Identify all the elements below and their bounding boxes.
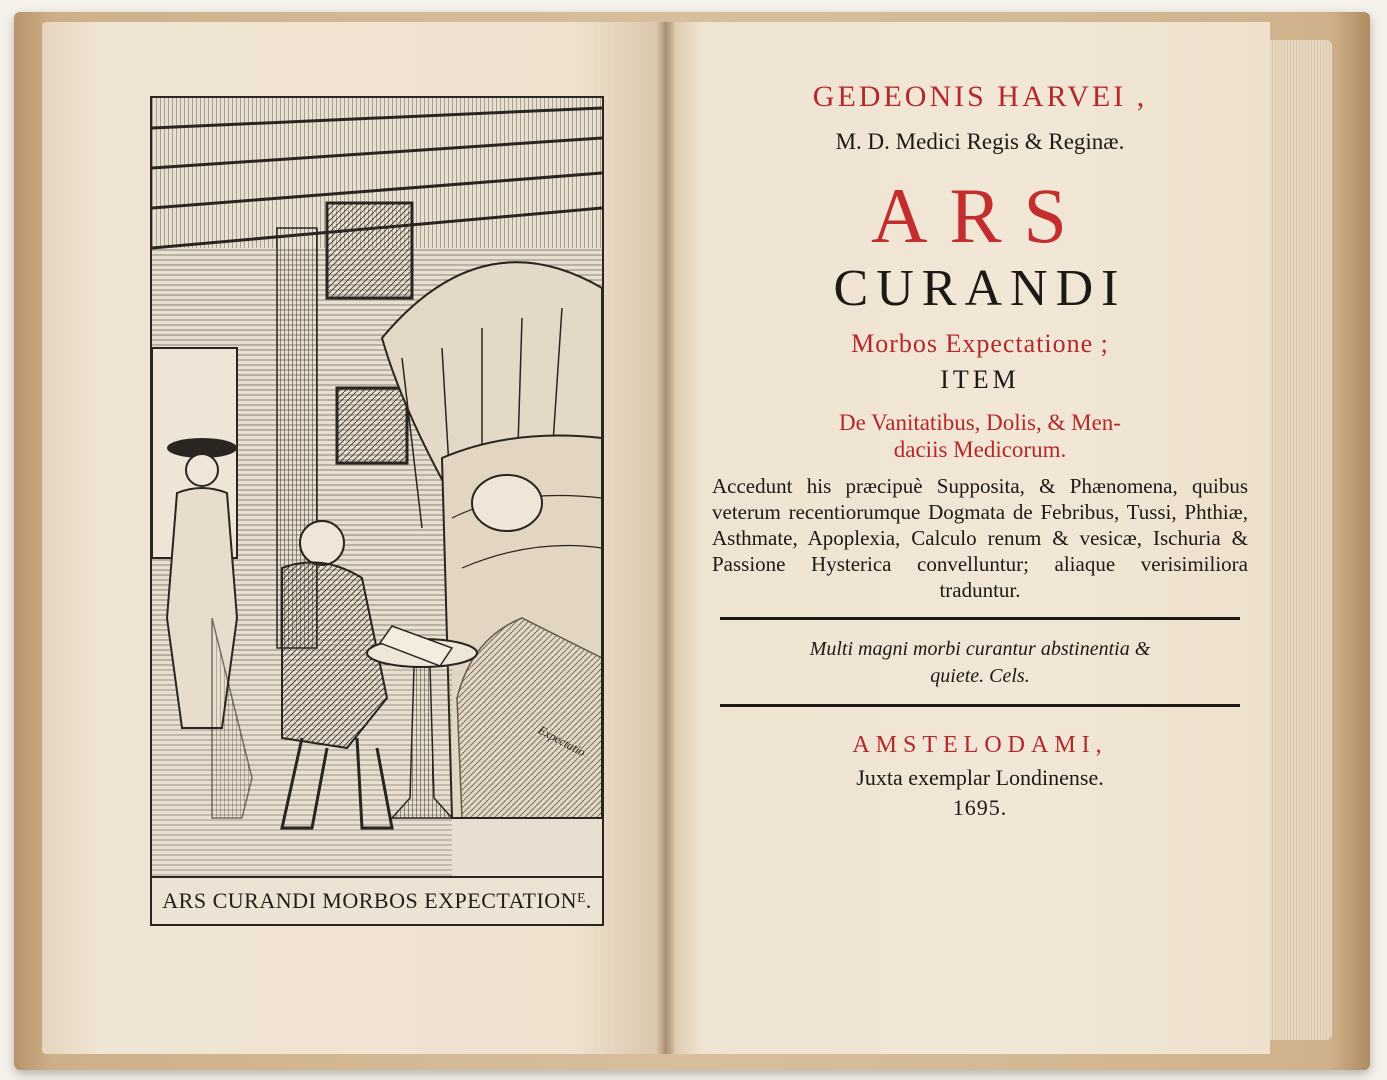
subtitle: Morbos Expectatione ; xyxy=(851,329,1109,358)
title-main: ARS xyxy=(871,172,1089,259)
motto xyxy=(700,636,1260,690)
author-degree: M. D. Medici Regis & Reginæ. xyxy=(835,129,1125,154)
motto-line-2: quiete. Cels. xyxy=(930,665,1030,688)
patient-head xyxy=(472,475,542,531)
author-name: GEDEONIS HARVEI , xyxy=(812,80,1148,113)
title-second: CURANDI xyxy=(833,260,1127,317)
imprint-place: AMSTELODAMI, xyxy=(852,732,1108,759)
imprint-text: Juxta exemplar Londinense. xyxy=(856,765,1104,791)
paper-label: Expectatio xyxy=(535,722,588,760)
rule-lower xyxy=(720,704,1240,707)
frontispiece-engraving xyxy=(150,96,604,926)
engraving-illustration xyxy=(152,98,602,876)
title-page xyxy=(700,60,1260,819)
motto-line-1: Multi magni morbi curantur abstinentia & xyxy=(809,638,1151,661)
page-edges xyxy=(1270,40,1332,1040)
imprint-year: 1695. xyxy=(952,795,1008,821)
de-vanitatibus xyxy=(700,409,1260,463)
rule-upper xyxy=(720,617,1240,620)
wall-painting-lower xyxy=(337,388,407,463)
title-body-text: Accedunt his præcipuè Supposita, & Phænomena, quibus veterum recentiorumque Dogmata de Febribus, Tussi, Phthiæ, Asthmate, Apoplexia, Calculo renum & vesicæ, Ischuria & Passione Hysterica convelluntur; aliaque verisimiliora traduntur. xyxy=(712,474,1248,603)
item-heading: ITEM xyxy=(940,365,1020,394)
de-vanitatibus-line-1: De Vanitatibus, Dolis, & Men- xyxy=(839,410,1121,435)
engraving-caption: ARS CURANDI MORBOS EXPECTATIONᴱ. xyxy=(152,876,602,924)
book-gutter xyxy=(656,22,676,1054)
wall-painting-upper xyxy=(327,203,412,298)
de-vanitatibus-line-2: daciis Medicorum. xyxy=(893,437,1067,463)
